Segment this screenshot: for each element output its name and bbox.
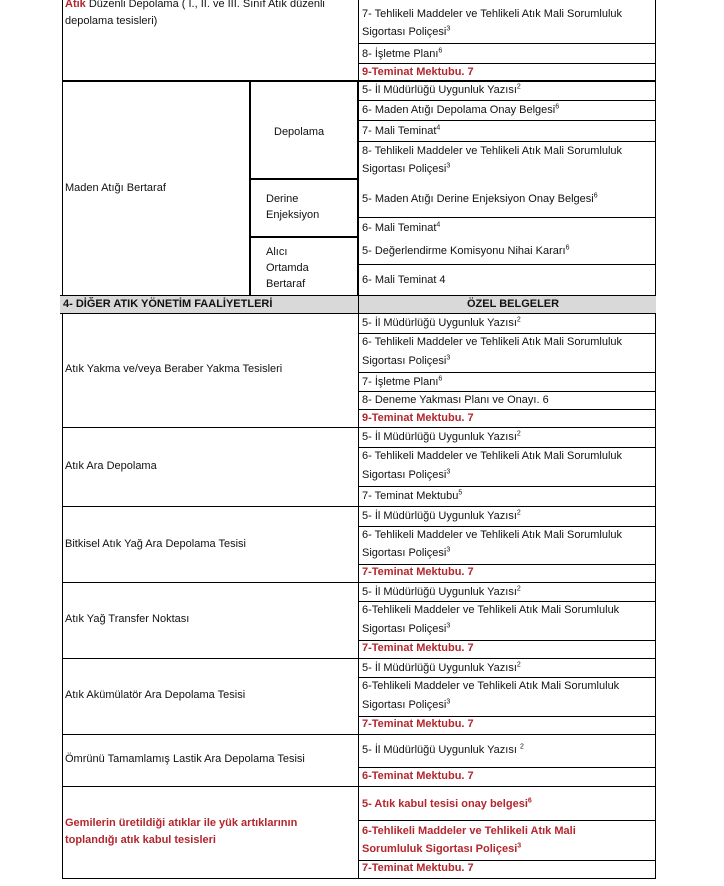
bitkisel-item-5: 5- İl Müdürlüğü Uygunluk Yazısı$^2$: [362, 509, 521, 522]
ara-item-6-cont: Sigortası Poliçesi$^3$: [362, 468, 451, 481]
lastik-item-6: 6-Teminat Mektubu. 7: [362, 770, 474, 782]
gemi-item-6-cont: Sorumluluk Sigortası Poliçesi$^3$: [362, 842, 522, 855]
bitkisel-item-6-cont: Sigortası Poliçesi$^3$: [362, 546, 451, 559]
yakma-item-5: 5- İl Müdürlüğü Uygunluk Yazısı$^2$: [362, 316, 521, 329]
akumulator-item-6: 6-Tehlikeli Maddeler ve Tehlikeli Atık Mali Sorumluluk: [362, 680, 620, 692]
top-label-line2: depolama tesisleri): [65, 15, 158, 27]
alici-item-6: 6- Mali Teminat 4: [362, 274, 446, 286]
transfer-label: Atık Yağ Transfer Noktası: [65, 613, 190, 625]
gemi-label-2: toplandığı atık kabul tesisleri: [65, 834, 216, 846]
gemi-item-7: 7-Teminat Mektubu. 7: [362, 862, 474, 874]
akumulator-item-6-cont: Sigortası Poliçesi$^3$: [362, 698, 451, 711]
depolama-item-7: 7- Mali Teminat$^4$: [362, 124, 441, 137]
transfer-item-6-cont: Sigortası Poliçesi$^3$: [362, 622, 451, 635]
lastik-label: Ömrünü Tamamlamış Lastik Ara Depolama Tesisi: [65, 753, 305, 765]
lastik-item-5: 5- İl Müdürlüğü Uygunluk Yazısı $^2$: [362, 743, 524, 756]
top-item-9: 9-Teminat Mektubu. 7: [362, 66, 474, 78]
transfer-item-5: 5- İl Müdürlüğü Uygunluk Yazısı$^2$: [362, 585, 521, 598]
alici-label-1: Alıcı: [266, 246, 288, 258]
depolama-item-6: 6- Maden Atığı Depolama Onay Belgesi$^6$: [362, 103, 560, 116]
gemi-label-1: Gemilerin üretildiği atıklar ile yük artıklarının: [65, 817, 298, 829]
bitkisel-label: Bitkisel Atık Yağ Ara Depolama Tesisi: [65, 538, 246, 550]
ara-item-5: 5- İl Müdürlüğü Uygunluk Yazısı$^2$: [362, 430, 521, 443]
ozel-belgeler-header: ÖZEL BELGELER: [467, 298, 560, 310]
transfer-item-6: 6-Tehlikeli Maddeler ve Tehlikeli Atık Mali Sorumluluk: [362, 604, 620, 616]
depolama-label: Depolama: [274, 126, 325, 138]
yakma-item-6-cont: Sigortası Poliçesi$^3$: [362, 354, 451, 367]
gemi-item-5: 5- Atık kabul tesisi onay belgesi$^6$: [362, 797, 532, 810]
akumulator-item-5: 5- İl Müdürlüğü Uygunluk Yazısı$^2$: [362, 661, 521, 674]
ara-item-6: 6- Tehlikeli Maddeler ve Tehlikeli Atık Mali Sorumluluk: [362, 450, 623, 462]
derine-label-1: Derine: [266, 193, 299, 205]
yakma-item-6: 6- Tehlikeli Maddeler ve Tehlikeli Atık Mali Sorumluluk: [362, 336, 623, 348]
ara-item-7: 7- Teminat Mektubu$^5$: [362, 489, 463, 502]
depolama-item-8: 8- Tehlikeli Maddeler ve Tehlikeli Atık Mali Sorumluluk: [362, 145, 623, 157]
depolama-item-8-cont: Sigortası Poliçesi$^3$: [362, 162, 451, 175]
yakma-item-7: 7- İşletme Planı$^6$: [362, 375, 443, 388]
akumulator-item-7: 7-Teminat Mektubu. 7: [362, 718, 474, 730]
top-item-7-cont: Sigortası Poliçesi$^3$: [362, 25, 451, 38]
yakma-label: Atık Yakma ve/veya Beraber Yakma Tesisleri: [65, 363, 283, 375]
yakma-item-9: 9-Teminat Mektubu. 7: [362, 412, 474, 424]
maden-label: Maden Atığı Bertaraf: [65, 182, 166, 194]
alici-label-3: Bertaraf: [266, 278, 306, 290]
akumulator-label: Atık Akümülatör Ara Depolama Tesisi: [65, 689, 246, 701]
gemi-item-6: 6-Tehlikeli Maddeler ve Tehlikeli Atık Mali: [362, 825, 576, 837]
alici-item-5: 5- Değerlendirme Komisyonu Nihai Kararı$^6$: [362, 244, 570, 257]
derine-item-6: 6- Mali Teminat$^4$: [362, 221, 441, 234]
depolama-item-5: 5- İl Müdürlüğü Uygunluk Yazısı$^2$: [362, 83, 521, 96]
derine-item-5: 5- Maden Atığı Derine Enjeksiyon Onay Belgesi$^6$: [362, 192, 598, 205]
yakma-item-8: 8- Deneme Yakması Planı ve Onayı. 6: [362, 394, 549, 406]
alici-label-2: Ortamda: [266, 262, 309, 274]
section4-title: 4- DİĞER ATIK YÖNETİM FAALİYETLERİ: [63, 298, 273, 310]
top-label-line1: Atık Düzenli Depolama ( I., II. ve III. Sınıf Atık düzenli: [65, 0, 325, 10]
transfer-item-7: 7-Teminat Mektubu. 7: [362, 642, 474, 654]
bitkisel-item-7: 7-Teminat Mektubu. 7: [362, 566, 474, 578]
derine-label-2: Enjeksiyon: [266, 209, 320, 221]
bitkisel-item-6: 6- Tehlikeli Maddeler ve Tehlikeli Atık Mali Sorumluluk: [362, 529, 623, 541]
top-item-8: 8- İşletme Planı$^6$: [362, 47, 443, 60]
ara-depolama-label: Atık Ara Depolama: [65, 460, 157, 472]
top-item-7: 7- Tehlikeli Maddeler ve Tehlikeli Atık Mali Sorumluluk: [362, 8, 623, 20]
